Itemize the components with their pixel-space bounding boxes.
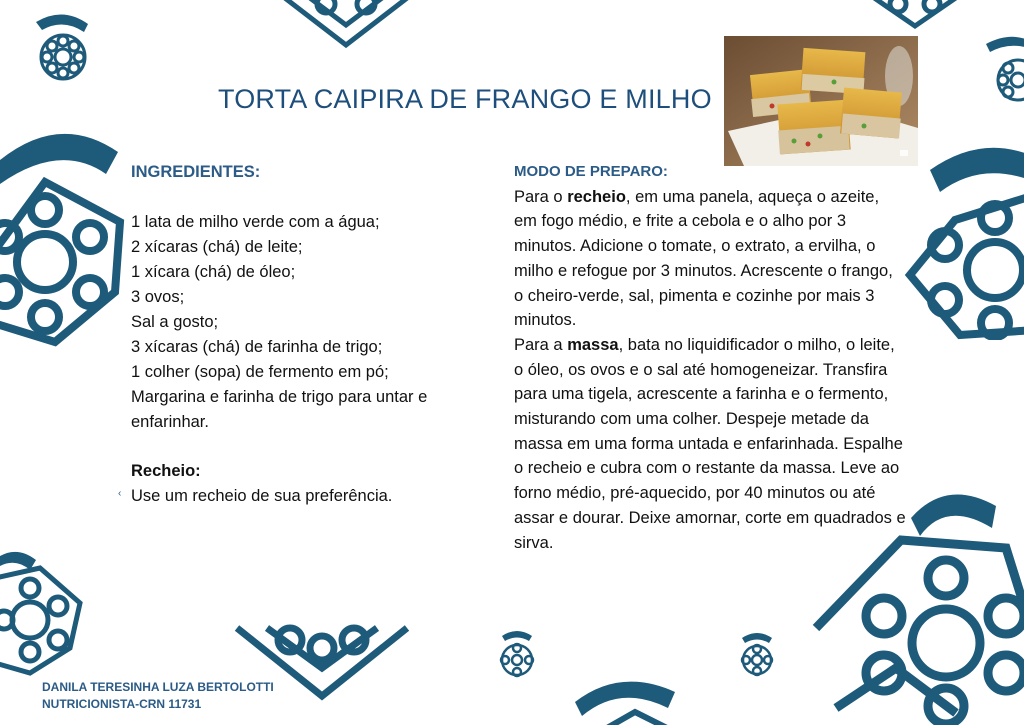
ingredient-item: 1 lata de milho verde com a água;	[131, 213, 380, 231]
mandala-ornament-top-left	[28, 10, 98, 85]
method-paragraph-dough	[514, 333, 906, 555]
filling-heading: Recheio:	[131, 462, 201, 480]
ingredient-item: 1 xícara (chá) de óleo;	[131, 263, 296, 281]
author-footer	[42, 679, 274, 713]
method-bold-massa: massa	[567, 335, 619, 354]
mandala-ornament-right-large	[900, 140, 1024, 340]
method-heading: MODO DE PREPARO:	[514, 163, 668, 180]
filling-text: Use um recheio de sua preferência.	[131, 487, 393, 505]
ingredient-item: 3 ovos;	[131, 288, 185, 306]
ingredient-item: 2 xícaras (chá) de leite;	[131, 238, 303, 256]
method-bold-recheio: recheio	[567, 187, 626, 206]
mandala-ornament-bottom-left	[0, 548, 90, 678]
ingredients-section	[131, 160, 491, 435]
ingredient-item: 3 xícaras (chá) de farinha de trigo;	[131, 338, 383, 356]
filling-section	[131, 459, 392, 509]
ingredients-list	[131, 210, 491, 435]
method-text: Para a	[514, 335, 568, 354]
ingredient-item: Margarina e farinha de trigo para untar e enfarinhar.	[131, 388, 428, 431]
method-text: Para o	[514, 187, 568, 206]
ingredient-item: 1 colher (sopa) de fermento em pó;	[131, 363, 389, 381]
pie-photo	[724, 36, 918, 166]
author-credential: NUTRICIONISTA-CRN 11731	[42, 697, 202, 711]
mandala-ornament-right-small	[984, 30, 1024, 105]
mandala-ornament-bottom-center	[560, 672, 700, 725]
method-section	[514, 160, 906, 555]
method-text: , em uma panela, aqueça o azeite, em fogo médio, e frite a cebola e o alho por 3 minutos. Adicione o tomate, o extrato, a ervilha, o milho e refogue por 3 minutos. Acrescente o frango, o cheiro-verde, sal, pimenta e cozinhe por mais 3 minutos.	[514, 187, 893, 330]
recipe-title: TORTA CAIPIRA DE FRANGO E MILHO	[218, 84, 712, 114]
method-paragraph-filling	[514, 185, 906, 333]
bullet-icon: ‹	[118, 488, 122, 499]
mandala-ornament-bottom-small-2	[734, 630, 780, 682]
mandala-ornament-top-center	[276, 0, 416, 50]
ingredients-heading: INGREDIENTES:	[131, 163, 261, 181]
method-text: , bata no liquidificador o milho, o leite, o óleo, os ovos e o sal até homogeneizar. Transfira para uma tigela, acrescente a farinha e o fermento, misturando com uma colher. Despeje metade da massa em uma forma untada e enfarinhada. Espalhe o recheio e cubra com o restante da massa. Leve ao forno médio, pré-aquecido, por 40 minutos ou até assar e dourar. Deixe amornar, corte em quadrados e sirva.	[514, 335, 906, 552]
mandala-ornament-left-large	[0, 122, 130, 352]
mandala-ornament-bottom-small-1	[492, 628, 542, 683]
ingredient-item: Sal a gosto;	[131, 313, 219, 331]
author-name: DANILA TERESINHA LUZA BERTOLOTTI	[42, 680, 274, 694]
mandala-ornament-top-right	[860, 0, 980, 30]
